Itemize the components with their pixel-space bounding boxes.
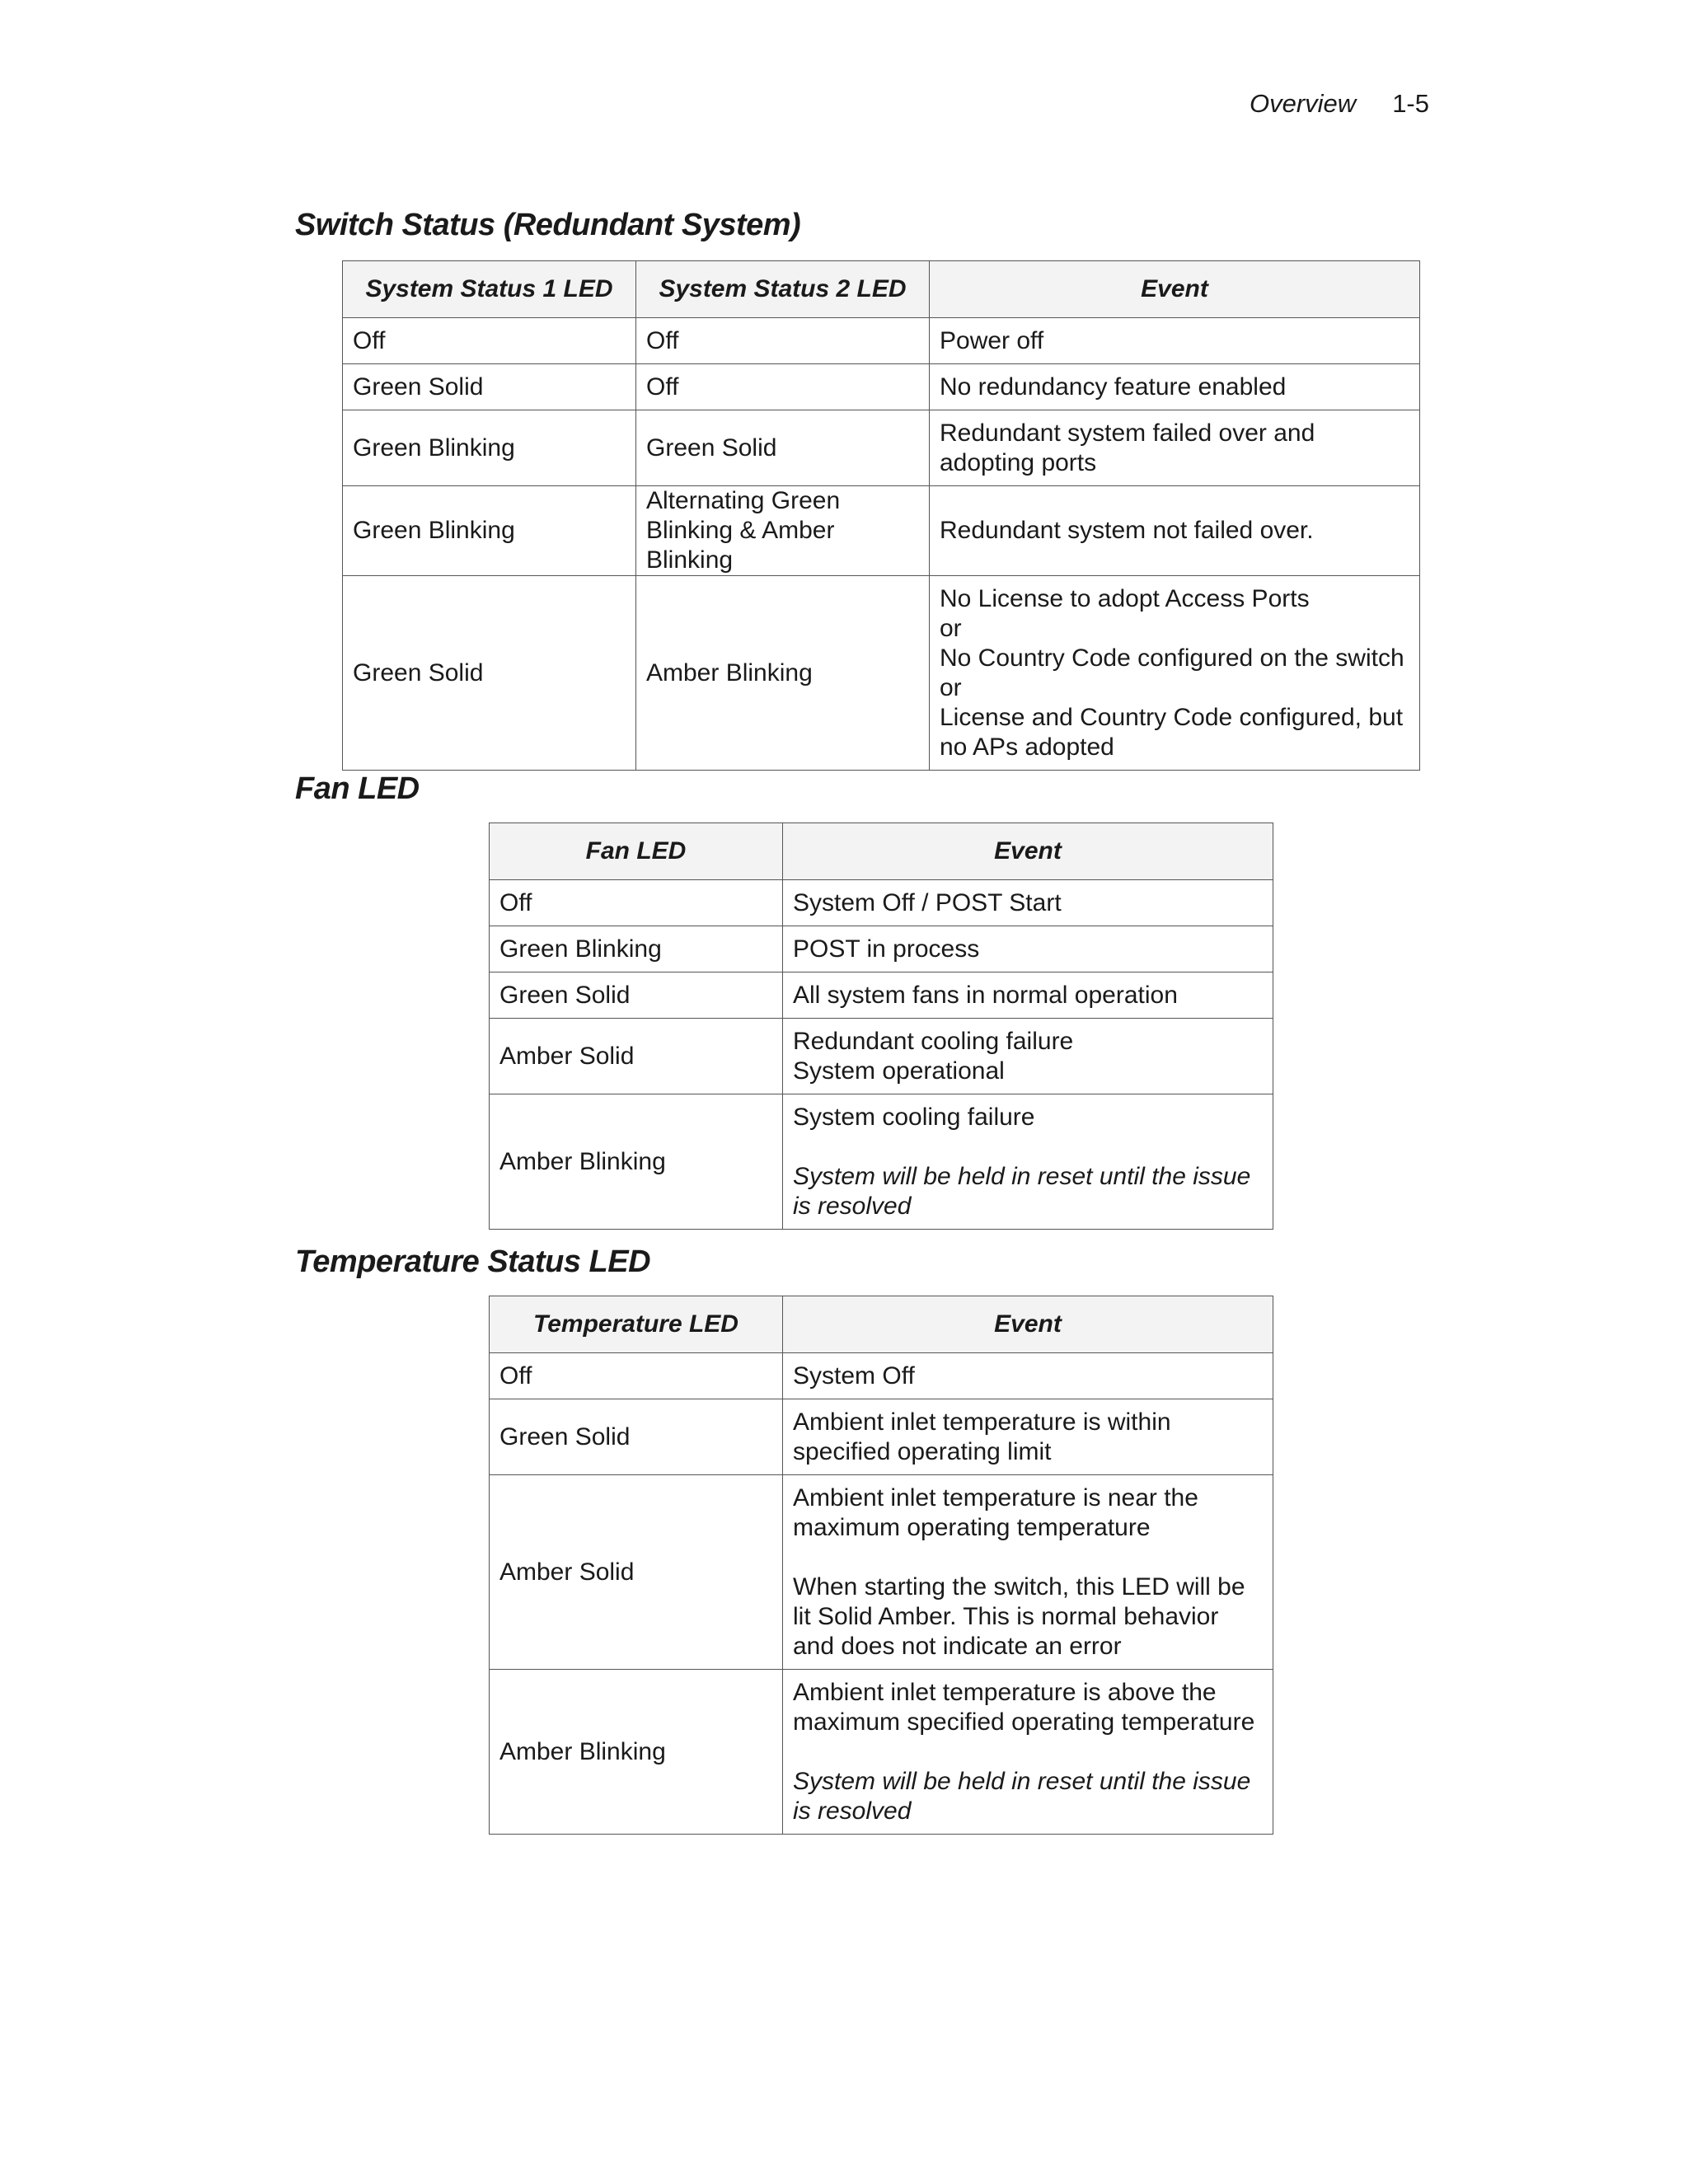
- led-cell: Amber Solid: [490, 1019, 783, 1094]
- led-cell: Off: [490, 1353, 783, 1399]
- switch-status-table: [342, 260, 1420, 771]
- spacer: [793, 1543, 1263, 1572]
- column-header: Event: [783, 1296, 1273, 1353]
- table-header-row: [490, 823, 1273, 880]
- table-header-row: [343, 261, 1420, 318]
- status2-cell: Amber Blinking: [636, 576, 930, 771]
- event-cell: Redundant cooling failure System operational: [783, 1019, 1273, 1094]
- page-number: 1-5: [1392, 89, 1429, 118]
- table-row: [343, 318, 1420, 364]
- event-cell: All system fans in normal operation: [783, 972, 1273, 1019]
- event-cell: [783, 1475, 1273, 1670]
- column-header: System Status 2 LED: [636, 261, 930, 318]
- column-header: Event: [930, 261, 1420, 318]
- led-cell: Green Solid: [490, 972, 783, 1019]
- table-row: [490, 1670, 1273, 1835]
- switch-status-title: Switch Status (Redundant System): [295, 208, 801, 242]
- status1-cell: Green Blinking: [343, 486, 636, 576]
- event-cell: Power off: [930, 318, 1420, 364]
- event-cell: [783, 1670, 1273, 1835]
- status1-cell: Green Solid: [343, 576, 636, 771]
- table-row: [490, 1094, 1273, 1230]
- table-row: [490, 1475, 1273, 1670]
- status2-cell: Off: [636, 318, 930, 364]
- event-note: When starting the switch, this LED will be lit Solid Amber. This is normal behavior and does not indicate an error: [793, 1572, 1245, 1660]
- event-text: System cooling failure: [793, 1103, 1035, 1131]
- table-row: [490, 880, 1273, 926]
- status2-cell: Green Solid: [636, 410, 930, 486]
- status1-cell: Off: [343, 318, 636, 364]
- led-cell: Green Blinking: [490, 926, 783, 972]
- event-note: System will be held in reset until the issue is resolved: [793, 1767, 1251, 1825]
- column-header: System Status 1 LED: [343, 261, 636, 318]
- spacer: [793, 1132, 1263, 1162]
- event-text: Ambient inlet temperature is near the maximum operating temperature: [793, 1483, 1198, 1541]
- table-row: [490, 1399, 1273, 1475]
- table-row: [490, 1353, 1273, 1399]
- event-cell: System Off / POST Start: [783, 880, 1273, 926]
- status1-cell: Green Blinking: [343, 410, 636, 486]
- temperature-led-table: [489, 1296, 1273, 1835]
- table-row: [490, 926, 1273, 972]
- event-cell: POST in process: [783, 926, 1273, 972]
- temperature-led-title: Temperature Status LED: [295, 1244, 651, 1279]
- led-cell: Off: [490, 880, 783, 926]
- column-header: Event: [783, 823, 1273, 880]
- running-header: [1250, 89, 1429, 119]
- spacer: [793, 1737, 1263, 1767]
- column-header: Fan LED: [490, 823, 783, 880]
- status1-cell: Green Solid: [343, 364, 636, 410]
- status2-cell: Alternating Green Blinking & Amber Blinking: [636, 486, 930, 576]
- table-row: [343, 576, 1420, 771]
- fan-led-title: Fan LED: [295, 771, 420, 806]
- event-cell: No redundancy feature enabled: [930, 364, 1420, 410]
- event-cell: Redundant system failed over and adopting ports: [930, 410, 1420, 486]
- table-row: [343, 364, 1420, 410]
- led-cell: Amber Blinking: [490, 1094, 783, 1230]
- event-cell: Redundant system not failed over.: [930, 486, 1420, 576]
- led-cell: Amber Blinking: [490, 1670, 783, 1835]
- table-row: [343, 410, 1420, 486]
- table-row: [343, 486, 1420, 576]
- table-header-row: [490, 1296, 1273, 1353]
- event-cell: [783, 1094, 1273, 1230]
- column-header: Temperature LED: [490, 1296, 783, 1353]
- status2-cell: Off: [636, 364, 930, 410]
- fan-led-table: [489, 823, 1273, 1230]
- event-cell: No License to adopt Access Ports or No Country Code configured on the switch or License and Country Code configured, but no APs adopted: [930, 576, 1420, 771]
- event-text: Ambient inlet temperature is above the maximum specified operating temperature: [793, 1678, 1255, 1736]
- table-row: [490, 972, 1273, 1019]
- chapter-name: Overview: [1249, 89, 1357, 118]
- led-cell: Green Solid: [490, 1399, 783, 1475]
- event-cell: Ambient inlet temperature is within specified operating limit: [783, 1399, 1273, 1475]
- led-cell: Amber Solid: [490, 1475, 783, 1670]
- table-row: [490, 1019, 1273, 1094]
- event-cell: System Off: [783, 1353, 1273, 1399]
- event-note: System will be held in reset until the issue is resolved: [793, 1162, 1251, 1220]
